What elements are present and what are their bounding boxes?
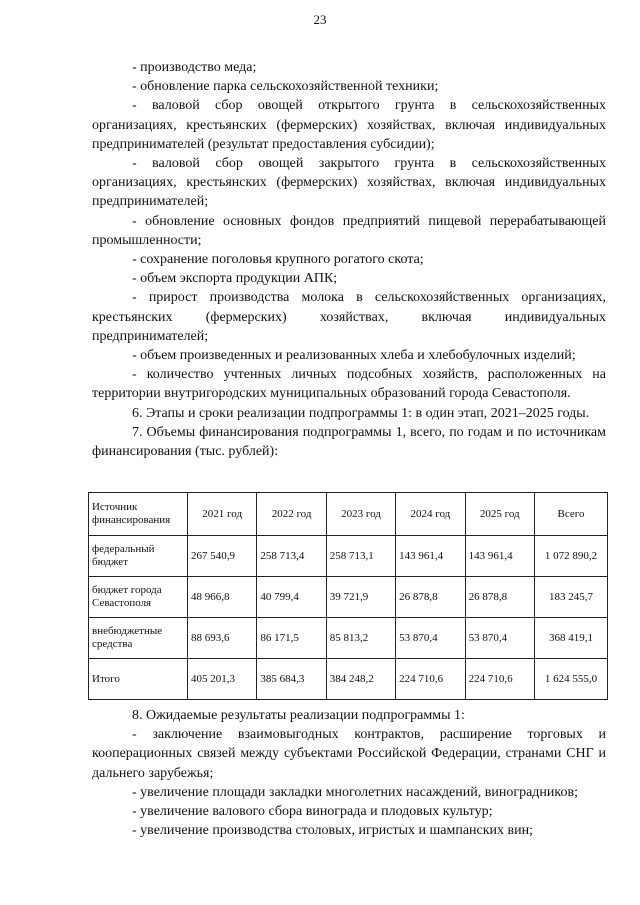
table-header-cell: 2021 год [188, 493, 257, 536]
table-cell: 1 624 555,0 [535, 659, 608, 700]
table-cell: 224 710,6 [396, 659, 465, 700]
table-header-cell: Всего [535, 493, 608, 536]
table-header-cell: 2024 год [396, 493, 465, 536]
list-item: - объем экспорта продукции АПК; [132, 271, 338, 287]
document-body-top [92, 58, 606, 461]
list-item: - сохранение поголовья крупного рогатого скота; [132, 252, 424, 268]
table-cell: федеральный бюджет [89, 536, 188, 577]
table-cell: 48 966,8 [188, 577, 257, 618]
section-8-paragraph: 8. Ожидаемые результаты реализации подпрограммы 1: [132, 708, 465, 723]
table-cell: 53 870,4 [465, 618, 534, 659]
table-cell: 26 878,8 [396, 577, 465, 618]
table-row [89, 536, 608, 577]
table-cell: 85 813,2 [326, 618, 395, 659]
table-cell: 40 799,4 [257, 577, 326, 618]
table-header-cell: Источник финансирования [89, 493, 188, 536]
table-header-cell: 2025 год [465, 493, 534, 536]
table-cell: 1 072 890,2 [535, 536, 608, 577]
list-item: - объем произведенных и реализованных хлеба и хлебобулочных изделий; [132, 348, 576, 364]
list-item: - производство меда; [132, 60, 257, 75]
table-cell: 86 171,5 [257, 618, 326, 659]
table-row [89, 577, 608, 618]
list-item: - увеличение площади закладки многолетних насаждений, виноградников; [132, 784, 578, 800]
table-cell: 405 201,3 [188, 659, 257, 700]
table-cell: 224 710,6 [465, 659, 534, 700]
table-cell: бюджет города Севастополя [89, 577, 188, 618]
table-cell: 183 245,7 [535, 577, 608, 618]
table-cell: 368 419,1 [535, 618, 608, 659]
table-cell: 143 961,4 [396, 536, 465, 577]
list-item: - обновление парка сельскохозяйственной техники; [132, 79, 439, 95]
table-cell: 258 713,1 [326, 536, 395, 577]
table-cell: 384 248,2 [326, 659, 395, 700]
table-cell: 26 878,8 [465, 577, 534, 618]
page-number: 23 [313, 12, 327, 27]
table-cell: 267 540,9 [188, 536, 257, 577]
list-item: - количество учтенных личных подсобных хозяйств, расположенных на территории внутригородских муниципальных образований города Севастополя. [92, 367, 606, 402]
section-7-paragraph: 7. Объемы финансирования подпрограммы 1, всего, по годам и по источникам финансирования (тыс. рублей): [92, 424, 606, 460]
list-item: - валовой сбор овощей закрытого грунта в сельскохозяйственных организациях, крестьянских (фермерских) хозяйствах, включая индивидуальных предпринимателей; [92, 156, 606, 210]
list-item: - обновление основных фондов предприятий пищевой перерабатывающей промышленности; [92, 213, 606, 248]
section-6-paragraph: 6. Этапы и сроки реализации подпрограммы 1: в один этап, 2021–2025 годы. [132, 405, 590, 421]
table-row-total [89, 659, 608, 700]
list-item: - заключение взаимовыгодных контрактов, расширение торговых и кооперационных связей между субъектами Российской Федерации, странами СНГ и дальнего зарубежья; [92, 727, 606, 781]
list-item: - валовой сбор овощей открытого грунта в сельскохозяйственных организациях, крестьянских (фермерских) хозяйствах, включая индивидуальных предпринимателей (результат предоставления субсидии); [92, 98, 606, 152]
table-row [89, 618, 608, 659]
list-item: - увеличение производства столовых, игристых и шампанских вин; [132, 823, 534, 839]
table-header-cell: 2022 год [257, 493, 326, 536]
table-header-row [89, 493, 608, 536]
table-cell: Итого [89, 659, 188, 700]
list-item: - прирост производства молока в сельскохозяйственных организациях, крестьянских (фермерских) хозяйствах, включая индивидуальных предпринимателей; [92, 290, 606, 344]
table-cell: 88 693,6 [188, 618, 257, 659]
table-header-cell: 2023 год [326, 493, 395, 536]
list-item: - увеличение валового сбора винограда и плодовых культур; [132, 804, 493, 820]
table-cell: 143 961,4 [465, 536, 534, 577]
document-body-bottom [92, 706, 606, 840]
table-cell: 258 713,4 [257, 536, 326, 577]
table-cell: 39 721,9 [326, 577, 395, 618]
table-cell: внебюджетные средства [89, 618, 188, 659]
financing-table [88, 492, 608, 700]
table-cell: 385 684,3 [257, 659, 326, 700]
table-cell: 53 870,4 [396, 618, 465, 659]
